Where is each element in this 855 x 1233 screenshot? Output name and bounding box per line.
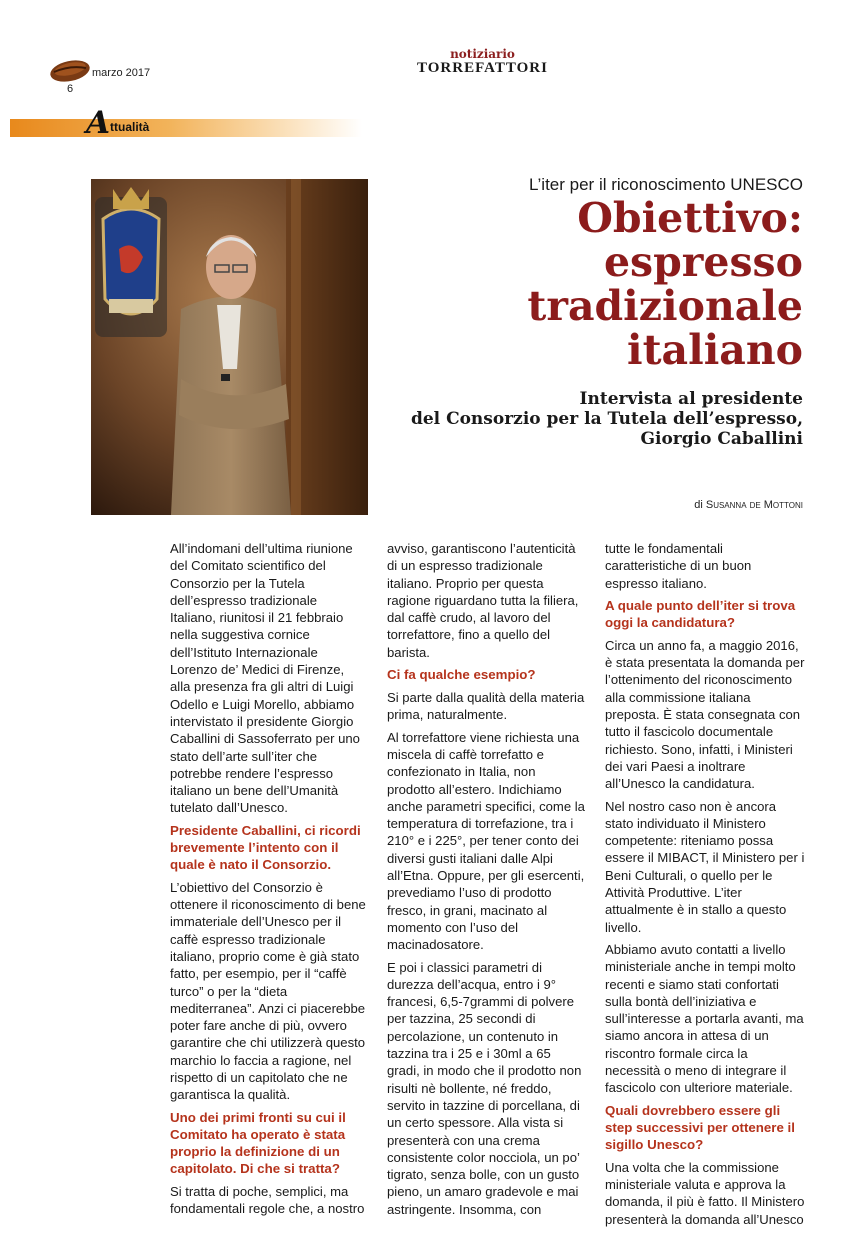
interview-question: Ci fa qualche esempio? <box>387 667 536 683</box>
interview-question: A quale punto dell’iter si trova oggi la candidatura? <box>605 597 796 630</box>
paragraph: Circa un anno fa, a maggio 2016, è stata presentata la domanda per l’ottenimento del riconoscimento alla commissione italiana preposta. È stata consegnata con tutto il fascicolo documentale richiesto. Sono, infatti, i Ministeri dei vari Paesi a inoltrare all’Unesco la candidatura. <box>605 637 805 792</box>
section-initial: A <box>86 105 111 141</box>
subhead-line: del Consorzio per la Tutela dell’espresso, <box>410 409 803 429</box>
paragraph: avviso, garantiscono l’autenticità di un espresso tradizionale italiano. Proprio per questa ragione riguardano tutta la filiera, dal caffè crudo, al lavoro del torrefattore, fino a quello del barista. <box>387 541 579 660</box>
text-column-2 <box>387 540 587 1223</box>
interview-question: Quali dovrebbero essere gli step successivi per ottenere il sigillo Unesco? <box>605 1102 795 1152</box>
paragraph: tutte le fondamentali caratteristiche di un buon espresso italiano. <box>605 541 752 591</box>
subhead-line: Giorgio Caballini <box>640 429 803 449</box>
paragraph: Nel nostro caso non è ancora stato individuato il Ministero competente: riteniamo possa essere il MIBACT, il Ministero per i Beni Culturali, o quello per le Attività Produttive. L’iter attualmente è in stallo a questo livello. <box>605 798 805 935</box>
byline-author: Susanna de Mottoni <box>705 499 803 511</box>
paragraph: Una volta che la commissione ministeriale valuta e approva la domanda, il più è fatto. Il Ministero presenterà la domanda all’Unesco <box>605 1159 805 1227</box>
section-bar <box>10 119 362 137</box>
paragraph: Abbiamo avuto contatti a livello ministeriale anche in tempi molto recenti e siamo stati confortati sulla bontà dell’iniziativa e sull’interesse a portarla avanti, ma siamo ancora in attesa di un riscontro formale circa la necessità o meno di integrare il fascicolo con ulteriore materiale. <box>605 941 804 1096</box>
text-column-1 <box>170 540 366 1222</box>
section-label: ttualità <box>110 120 150 134</box>
headline-line: espresso <box>603 238 803 286</box>
masthead-top: notiziario <box>450 47 515 61</box>
page-number: 6 <box>67 83 74 95</box>
article-subhead <box>363 389 803 449</box>
paragraph: Si tratta di poche, semplici, ma fondamentali regole che, a nostro <box>170 1183 365 1216</box>
paragraph: E poi i classici parametri di durezza dell’acqua, entro i 9° francesi, 6,5-7grammi di polvere per tazzina, 25 secondi di percolazione, un contenuto in tazzina tra i 25 e i 30ml a 65 gradi, in modo che il prodotto non risulti nè bollente, né freddo, servito in tazzine di porcellana, di un certo spessore. Alla vista si presenterà con una crema consistente color nocciola, un po’ tigrato, senza bolle, con un gusto pieno, un amaro gradevole e mai astringente. Insomma, con <box>387 959 582 1217</box>
interview-question: Uno dei primi fronti su cui il Comitato ha operato è stata proprio la definizione di un capitolato. Di che si tratta? <box>170 1109 346 1176</box>
headline-line: Obiettivo: <box>577 194 803 242</box>
paragraph: Al torrefattore viene richiesta una miscela di caffè torrefatto e confezionato in Italia, non prodotto all’estero. Indichiamo anche parametri specifici, come la temperatura di torrefazione, tra i 210° e i 225°, per tener conto dei diversi gusti italiani dalle Alpi all’Etna. Oppure, per gli esercenti, prevediamo l’uso di prodotto fresco, in grani, macinato al momento con l’uso del macinadosatore. <box>387 729 585 953</box>
text-column-3 <box>605 540 805 1233</box>
headline-line: italiano <box>627 326 803 374</box>
subhead-line: Intervista al presidente <box>579 389 803 409</box>
byline <box>694 499 803 511</box>
paragraph: L’obiettivo del Consorzio è ottenere il riconoscimento di bene immateriale dell’Unesco per il caffè espresso tradizionale italiano, proprio come è già stato fatto, per esempio, per il “caffè turco” o per la “dieta mediterranea”. Anzi ci piacerebbe poter fare anche di più, ovvero garantire che chi utilizzerà questo marchio lo faccia a ragione, nel rispetto di un capitolato che ne garantisca la qualità. <box>170 879 366 1103</box>
masthead <box>410 48 555 76</box>
masthead-title: TORREFATTORI <box>417 60 548 76</box>
coat-of-arms <box>95 187 167 337</box>
paragraph: Si parte dalla qualità della materia prima, naturalmente. <box>387 690 585 723</box>
article-kicker: L’iter per il riconoscimento UNESCO <box>529 175 803 194</box>
headline-line: tradizionale <box>527 282 803 330</box>
portrait-photo <box>91 179 368 515</box>
article-headline <box>383 196 803 372</box>
paragraph: All’indomani dell’ultima riunione del Comitato scientifico del Consorzio per la Tutela dell’espresso tradizionale Italiano, riunitosi il 21 febbraio nella suggestiva cornice dell’Istituto Internazionale Lorenzo de’ Medici di Firenze, alla presenza fra gli altri di Luigi Odello e Luigi Morello, abbiamo intervistato il presidente Giorgio Caballini di Sassoferrato per uno stato dell’arte sull’iter che potrebbe rendere l’espresso italiano un bene dell’Umanità tutelato dall’Unesco. <box>170 541 360 816</box>
byline-prefix: di <box>694 499 703 511</box>
coffee-bean-icon <box>48 57 92 83</box>
interview-question: Presidente Caballini, ci ricordi brevemente l’intento con il quale è nato il Consorzio. <box>170 822 361 872</box>
issue-date: marzo 2017 <box>92 67 151 79</box>
